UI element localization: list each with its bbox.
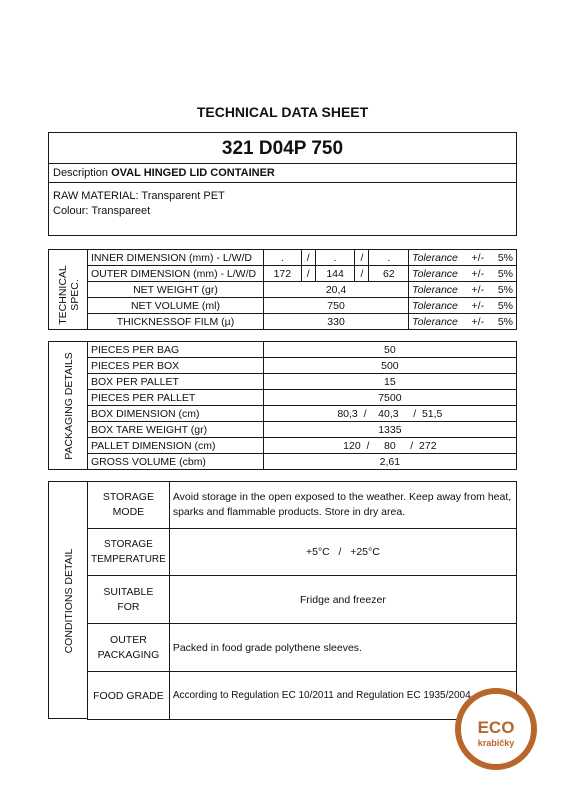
food-grade-label: FOOD GRADE	[88, 672, 170, 720]
outer-depth: 62	[369, 266, 409, 282]
film-thickness-value: 330	[263, 314, 408, 330]
tech-spec-label-1: TECHNICAL	[57, 265, 69, 325]
outer-packaging-value: Packed in food grade polythene sleeves.	[169, 624, 516, 672]
product-code: 321 D04P 750	[48, 132, 517, 164]
outer-length: 172	[263, 266, 301, 282]
page-title: TECHNICAL DATA SHEET	[196, 104, 369, 120]
tech-spec-table	[87, 249, 517, 330]
tolerance-sign: +/-	[469, 266, 495, 282]
table-row	[88, 624, 517, 672]
separator: /	[301, 266, 315, 282]
tolerance-value: 5%	[494, 250, 516, 266]
pieces-per-bag-label: PIECES PER BAG	[88, 342, 264, 358]
film-thickness-label: THICKNESSOF FILM (µ)	[88, 314, 264, 330]
separator: /	[355, 266, 369, 282]
net-volume-value: 750	[263, 298, 408, 314]
table-row	[88, 454, 517, 470]
conditions-section-label: CONDITIONS DETAIL	[63, 548, 75, 654]
net-volume-label: NET VOLUME (ml)	[88, 298, 264, 314]
box-per-pallet-value: 15	[263, 374, 516, 390]
table-row	[88, 266, 517, 282]
box-dimension-label: BOX DIMENSION (cm)	[88, 406, 264, 422]
table-row	[88, 482, 517, 529]
tolerance-sign: +/-	[469, 298, 495, 314]
storage-temperature-label: STORAGE TEMPERATURE	[88, 529, 170, 576]
box-dimension-value: 80,3 / 40,3 / 51,5	[263, 406, 516, 422]
pieces-per-pallet-label: PIECES PER PALLET	[88, 390, 264, 406]
colour: Colour: Transpareet	[53, 205, 151, 217]
inner-width: .	[315, 250, 355, 266]
description-label: Description	[53, 167, 109, 179]
table-row	[88, 314, 517, 330]
outer-width: 144	[315, 266, 355, 282]
gross-volume-label: GROSS VOLUME (cbm)	[88, 454, 264, 470]
inner-length: .	[263, 250, 301, 266]
table-row	[88, 576, 517, 624]
box-tare-weight-label: BOX TARE WEIGHT (gr)	[88, 422, 264, 438]
table-row	[88, 374, 517, 390]
pallet-dimension-label: PALLET DIMENSION (cm)	[88, 438, 264, 454]
eco-krabicky-logo	[455, 688, 537, 770]
box-tare-weight-value: 1335	[263, 422, 516, 438]
tolerance-value: 5%	[494, 266, 516, 282]
logo-krabicky-text: krabičky	[477, 738, 515, 748]
pieces-per-bag-value: 50	[263, 342, 516, 358]
tolerance-value: 5%	[494, 314, 516, 330]
net-weight-value: 20,4	[263, 282, 408, 298]
table-row	[88, 529, 517, 576]
pieces-per-pallet-value: 7500	[263, 390, 516, 406]
suitable-for-label: SUITABLE FOR	[88, 576, 170, 624]
description-value: OVAL HINGED LID CONTAINER	[111, 167, 275, 179]
tolerance-label: Tolerance	[409, 250, 469, 266]
gross-volume-value: 2,61	[263, 454, 516, 470]
table-row	[88, 672, 517, 720]
table-row	[88, 438, 517, 454]
suitable-for-value: Fridge and freezer	[169, 576, 516, 624]
table-row	[88, 406, 517, 422]
storage-mode-value: Avoid storage in the open exposed to the weather. Keep away from heat, sparks and flammable products. Store in dry area.	[169, 482, 516, 529]
material-box	[48, 182, 517, 236]
storage-temperature-value: +5°C / +25°C	[169, 529, 516, 576]
packaging-section	[48, 341, 88, 470]
pieces-per-box-label: PIECES PER BOX	[88, 358, 264, 374]
separator: /	[355, 250, 369, 266]
tolerance-label: Tolerance	[409, 282, 469, 298]
logo-eco-text: ECO	[477, 718, 515, 737]
table-row	[88, 282, 517, 298]
table-row	[88, 298, 517, 314]
table-row	[88, 250, 517, 266]
separator: /	[301, 250, 315, 266]
outer-dimension-label: OUTER DIMENSION (mm) - L/W/D	[88, 266, 264, 282]
raw-material: RAW MATERIAL: Transparent PET	[53, 190, 225, 202]
packaging-section-label: PACKAGING DETAILS	[63, 352, 75, 460]
tech-spec-label-2: SPEC.	[69, 279, 81, 311]
tolerance-sign: +/-	[469, 314, 495, 330]
conditions-table	[87, 481, 517, 720]
tolerance-label: Tolerance	[409, 298, 469, 314]
net-weight-label: NET WEIGHT (gr)	[88, 282, 264, 298]
outer-packaging-label: OUTER PACKAGING	[88, 624, 170, 672]
table-row	[88, 390, 517, 406]
inner-depth: .	[369, 250, 409, 266]
description-row	[48, 163, 517, 183]
tolerance-value: 5%	[494, 282, 516, 298]
tolerance-sign: +/-	[469, 282, 495, 298]
table-row	[88, 342, 517, 358]
table-row	[88, 422, 517, 438]
box-per-pallet-label: BOX PER PALLET	[88, 374, 264, 390]
tech-spec-section-label	[48, 249, 88, 330]
conditions-section	[48, 481, 88, 719]
tolerance-value: 5%	[494, 298, 516, 314]
pallet-dimension-value: 120 / 80 / 272	[263, 438, 516, 454]
inner-dimension-label: INNER DIMENSION (mm) - L/W/D	[88, 250, 264, 266]
pieces-per-box-value: 500	[263, 358, 516, 374]
table-row	[88, 358, 517, 374]
packaging-table	[87, 341, 517, 470]
tolerance-label: Tolerance	[409, 314, 469, 330]
food-grade-value: According to Regulation EC 10/2011 and Regulation EC 1935/2004	[169, 672, 516, 720]
tolerance-sign: +/-	[469, 250, 495, 266]
tolerance-label: Tolerance	[409, 266, 469, 282]
storage-mode-label: STORAGE MODE	[88, 482, 170, 529]
